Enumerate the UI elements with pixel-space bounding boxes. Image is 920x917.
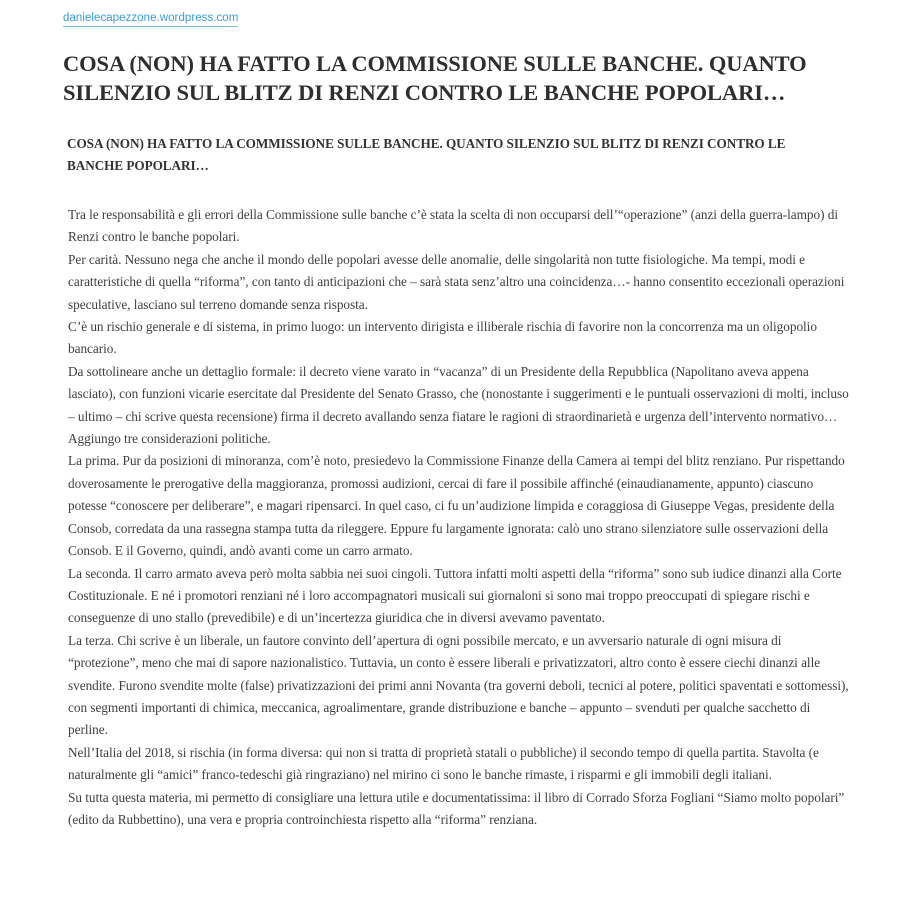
article-paragraph: La prima. Pur da posizioni di minoranza, com’è noto, presiedevo la Commissione Finanze della Camera ai tempi del blitz renziano. Pur rispettando doverosamente le prerogative della maggioranza, promossi audizioni, cercai di fare il possibile affinché (einaudianamente, appunto) ciascuno potesse “conoscere per deliberare”, e magari ripensarci. In quel caso, ci fu un’audizione limpida e coraggiosa di Giuseppe Vegas, presidente della Consob, corredata da una rassegna stampa tutta da rileggere. Eppure fu largamente ignorata: calò uno strano silenziatore sulle osservazioni della Consob. E il Governo, quindi, andò avanti come un carro armato. bbox=[68, 453, 845, 559]
article-paragraph: Per carità. Nessuno nega che anche il mondo delle popolari avesse delle anomalie, delle singolarità non tutte fisiologiche. Ma tempi, modi e caratteristiche di quella “riforma”, con tanto di anticipazioni che – sarà stata senz’altro una coincidenza…- hanno consentito eccezionali operazioni speculative, lasciano sul terreno domande senza risposta. bbox=[68, 251, 845, 312]
article-paragraph: La seconda. Il carro armato aveva però molta sabbia nei suoi cingoli. Tuttora infatti molti aspetti della “riforma” sono sub iudice dinanzi alla Corte Costituzionale. E né i promotori renziani né i loro accompagnatori musicali sui giornaloni si sono mai troppo preoccupati di spiegare rischi e conseguenze di uno stallo (prevedibile) e di un’incertezza giuridica che in diversi avevamo paventato. bbox=[68, 565, 842, 626]
article-body bbox=[0, 133, 920, 831]
article-paragraph: Tra le responsabilità e gli errori della Commissione sulle banche c’è stata la scelta di non occuparsi dell’“operazione” (anzi della guerra-lampo) di Renzi contro le banche popolari. bbox=[68, 207, 839, 245]
site-header bbox=[0, 0, 920, 27]
article-paragraph: La terza. Chi scrive è un liberale, un fautore convinto dell’apertura di ogni possibile mercato, e un avversario naturale di ogni misura di “protezione”, meno che mai di sapore nazionalistico. Tuttavia, un conto è essere liberali e privatizzatori, altro conto è essere ciechi dinanzi alle svendite. Furono svendite molte (false) privatizzazioni dei primi anni Novanta (tra governi deboli, tecnici al potere, politici spaventati e sottomessi), con segmenti importanti di chimica, meccanica, agroalimentare, grande distribuzione e banche – appunto – svenduti per qualche sacchetto di perline. bbox=[68, 632, 849, 738]
article-subtitle: COSA (NON) HA FATTO LA COMMISSIONE SULLE BANCHE. QUANTO SILENZIO SUL BLITZ DI RENZI CONTRO LE BANCHE POPOLARI… bbox=[67, 136, 786, 173]
article-paragraph: Su tutta questa materia, mi permetto di consigliare una lettura utile e documentatissima: il libro di Corrado Sforza Fogliani “Siamo molto popolari” (edito da Rubbettino), una vera e propria controinchiesta rispetto alla “riforma” renziana. bbox=[68, 789, 845, 827]
article-title: COSA (NON) HA FATTO LA COMMISSIONE SULLE BANCHE. QUANTO SILENZIO SUL BLITZ DI RENZI CONTRO LE BANCHE POPOLARI… bbox=[63, 51, 807, 105]
article-paragraph: Nell’Italia del 2018, si rischia (in forma diversa: qui non si tratta di proprietà statali o pubbliche) il secondo tempo di quella partita. Stavolta (e naturalmente gli “amici” franco-tedeschi già ringraziano) nel mirino ci sono le banche rimaste, i risparmi e gli immobili degli italiani. bbox=[68, 744, 819, 783]
article-paragraph: C’è un rischio generale e di sistema, in primo luogo: un intervento dirigista e illiberale rischia di favorire non la concorrenza ma un oligopolio bancario. bbox=[68, 319, 817, 357]
article-paragraph: Da sottolineare anche un dettaglio formale: il decreto viene varato in “vacanza” di un Presidente della Repubblica (Napolitano aveva appena lasciato), con funzioni vicarie esercitate dal Presidente del Senato Grasso, che (nonostante i suggerimenti e le puntuali osservazioni di molti, incluso – ultimo – chi scrive questa recensione) firma il decreto avallando senza fiatare le ragioni di straordinarietà e urgenza dell’intervento normativo… bbox=[68, 363, 849, 424]
source-site-link[interactable]: danielecapezzone.wordpress.com bbox=[63, 11, 238, 27]
article-paragraph: Aggiungo tre considerazioni politiche. bbox=[68, 431, 271, 447]
